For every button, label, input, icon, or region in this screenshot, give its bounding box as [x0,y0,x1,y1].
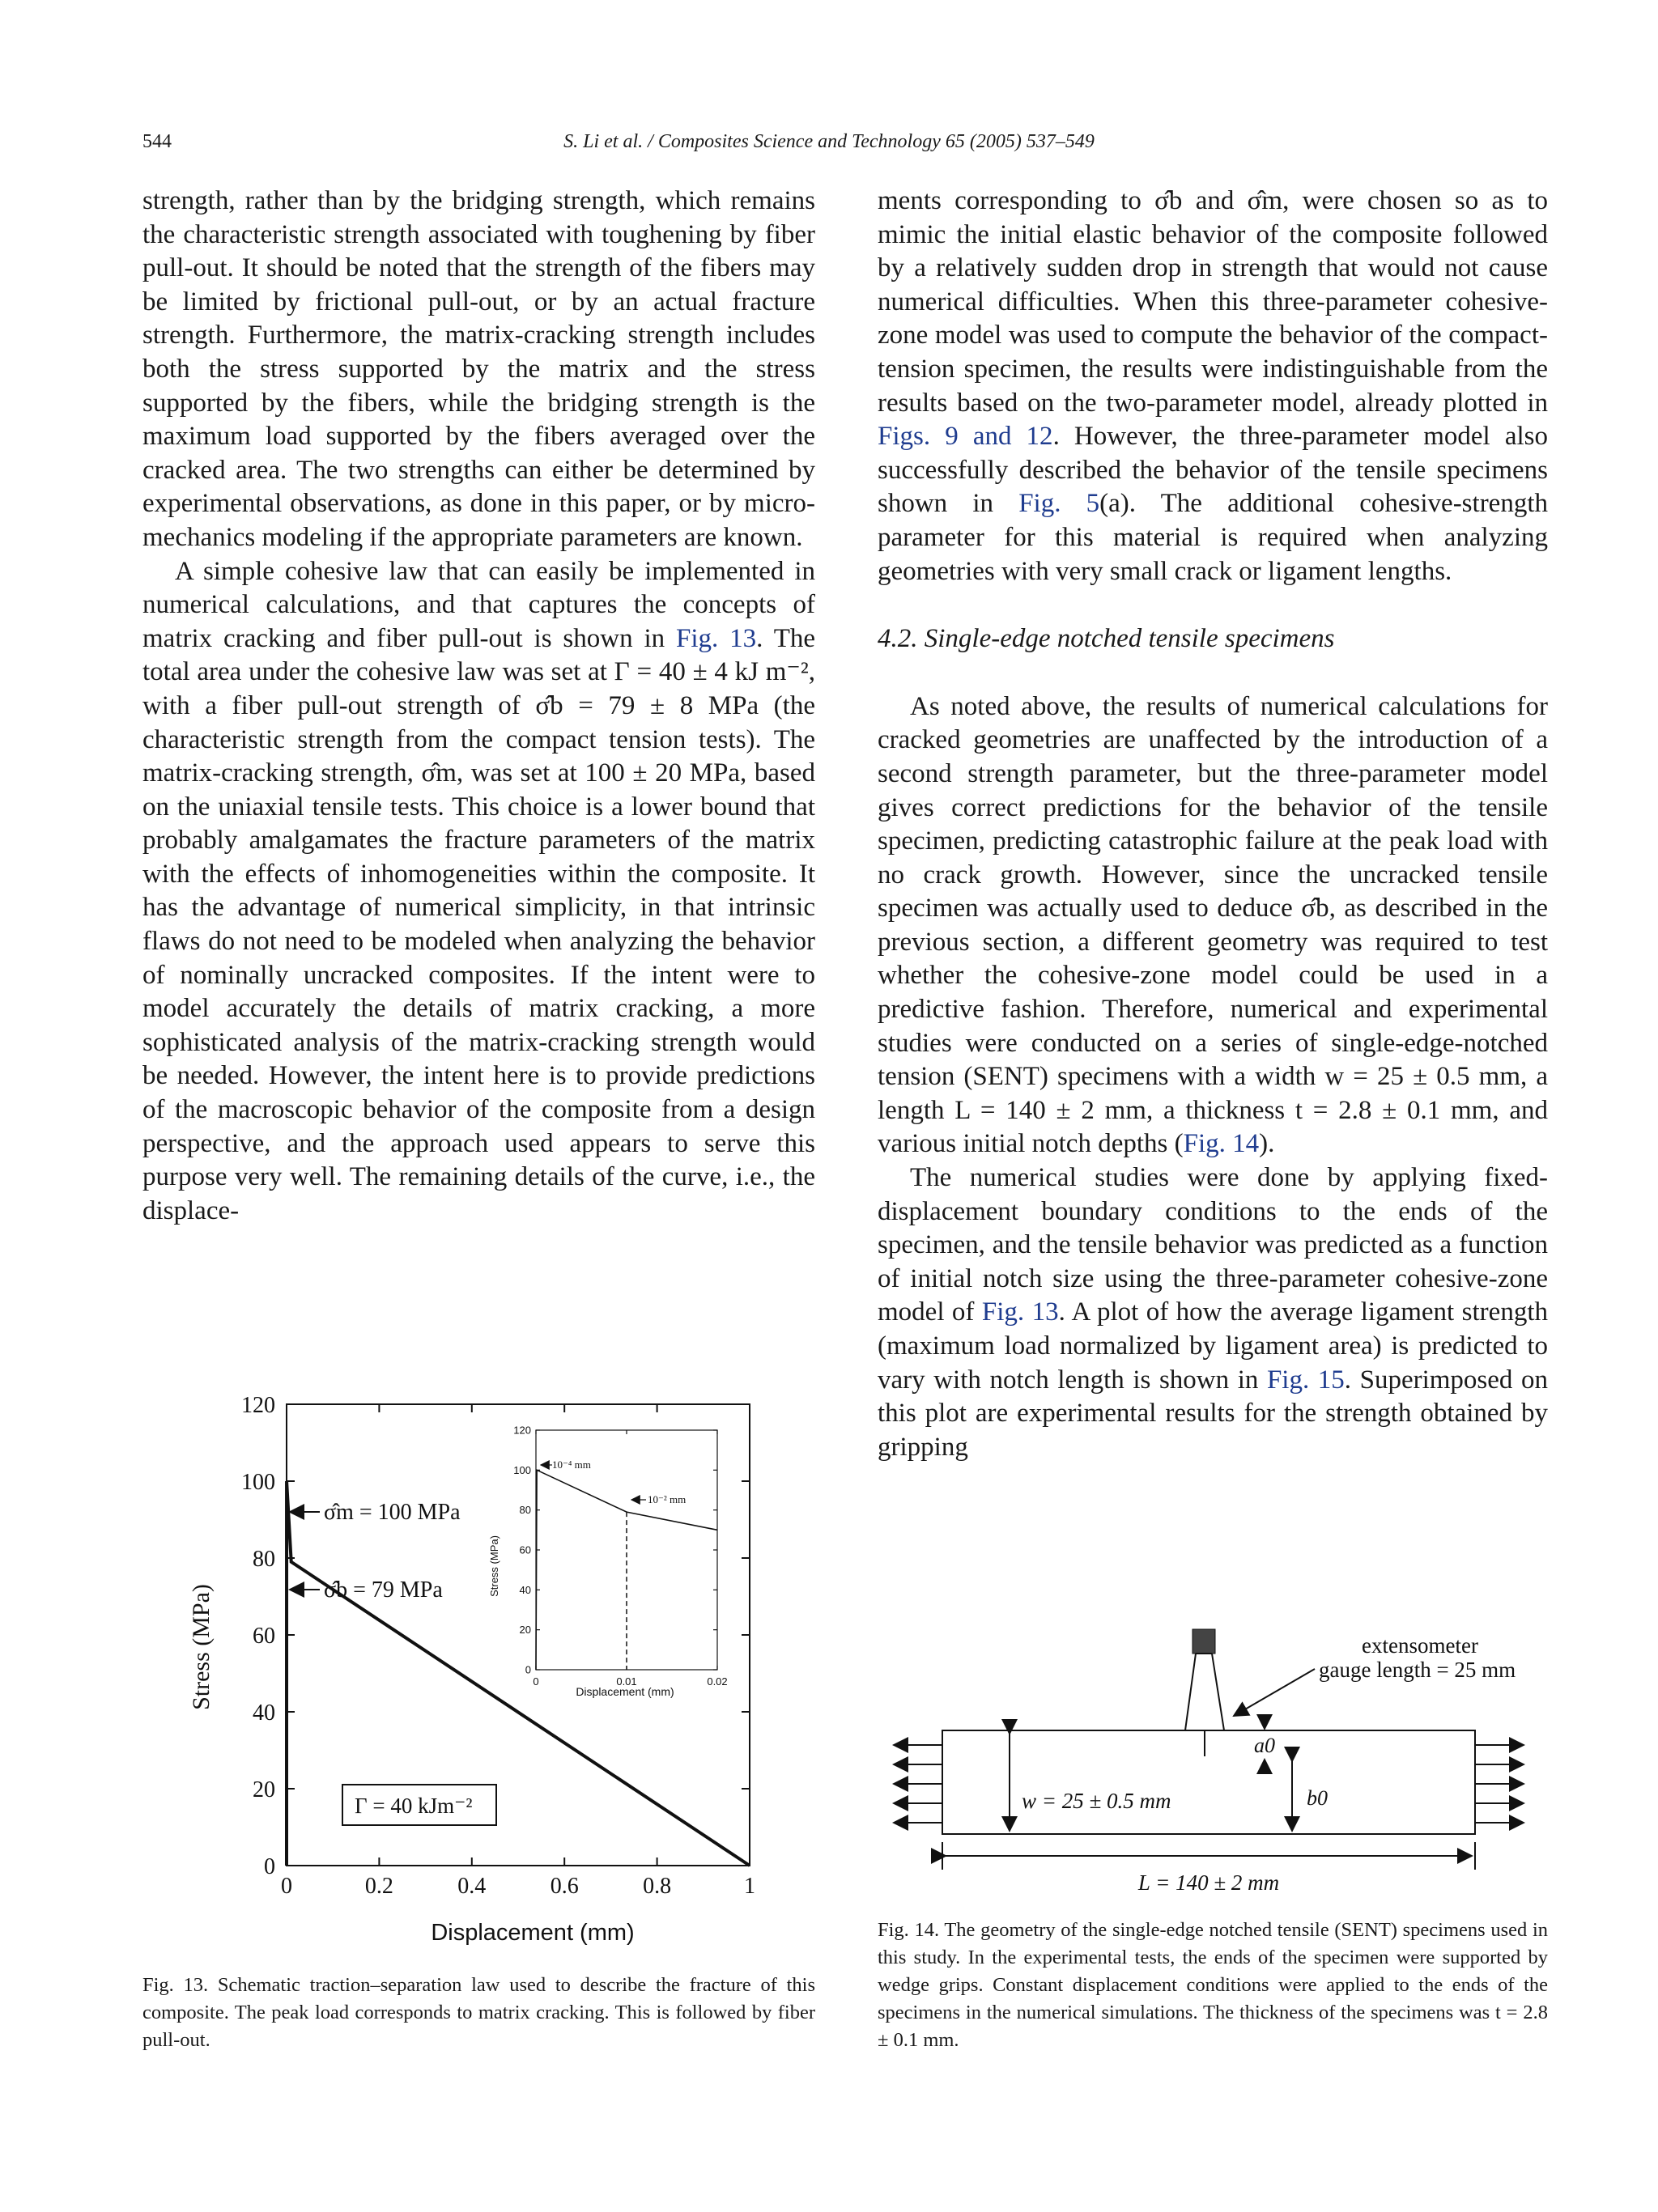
y-tick-label: 40 [519,1583,531,1596]
x-tick-label: 0.2 [364,1874,393,1899]
y-tick-label: 60 [253,1623,275,1649]
paragraph: A simple cohesive law that can easily be implemented in numerical calculations, and that captures the concepts of matrix cracking and fiber pull-out is shown in Fig. 13. The total area under the cohesive law was set at Γ = 40 ± 4 kJ m⁻², with a fiber pull-out strength of σ̂b = 79 ± 8 MPa (the characteristic strength from the compact tension tests). The matrix-cracking strength, σ̂m, was set at 100 ± 20 MPa, based on the uniaxial tensile tests. This choice is a lower bound that probably amalgamates the fracture parameters of the matrix with the effects of inhomogeneities within the composite. It has the advantage of numerical simplicity, in that intrinsic flaws do not need to be modeled when analyzing the behavior of nominally uncracked composites. If the intent were to model accurately the details of matrix cracking, a more sophisticated analysis of the matrix-cracking strength would be needed. However, the intent here is to provide predictions of the macroscopic behavior of the composite from a design perspective, and the approach used appears to serve this purpose very well. The remaining details of the curve, i.e., the displace- [142,556,816,1225]
section-heading: 4.2. Single-edge notched tensile specimens [878,624,1335,654]
b0-label: b0 [1307,1786,1328,1810]
paragraph: The numerical studies were done by applying fixed-displacement boundary conditions to the ends of the specimen, and the tensile behavior was predicted as a function of initial notch size using the three-parameter cohesive-zone model of Fig. 13. A plot of how the average ligament strength (maximum load normalized by ligament area) is predicted to vary with notch length is shown in Fig. 15. Superimposed on this plot are experimental results for the strength obtained by gripping [878,1163,1548,1462]
fig-14-link[interactable]: Fig. 14 [1183,1129,1260,1159]
figure-13-chart [186,1396,785,1963]
y-tick-label: 80 [519,1504,531,1517]
x-axis-label: Displacement (mm) [431,1920,635,1946]
inset-plot [513,1424,727,1688]
fig-13-link[interactable]: Fig. 13 [676,623,757,653]
right-column [878,185,1548,1464]
figure-13-caption: Fig. 13. Schematic traction–separation law used to describe the fracture of this composite. The peak load corresponds to matrix cracking. This is followed by fiber pull-out. [142,1974,815,2051]
y-axis-label: Stress (MPa) [188,1584,215,1710]
left-column [142,185,815,1228]
y-tick-label: 40 [253,1700,275,1726]
y-tick-label: 60 [519,1543,531,1556]
paragraph: As noted above, the results of numerical calculations for cracked geometries are unaffected by the introduction of a second strength parameter, but the three-parameter model gives correct predictions for the behavior of the tensile specimen, predicting catastrophic failure at the peak load with no crack growth. However, since the uncracked tensile specimen was actually used to deduce σ̂b, as described in the previous section, a different geometry was required to test whether the cohesive-zone model could be used in a predictive fashion. Therefore, numerical and experimental studies were conducted on a series of single-edge-notched tension (SENT) specimens with a width w = 25 ± 0.5 mm, a length L = 140 ± 2 mm, a thickness t = 2.8 ± 0.1 mm, and various initial notch depths (Fig. 14). [878,691,1548,1159]
specimen [942,1730,1475,1834]
x-tick-label: 0 [533,1675,539,1688]
figure-14-caption: Fig. 14. The geometry of the single-edge notched tensile (SENT) specimens used in this study. In the experimental tests, the ends of the specimen were supported by wedge grips. Constant displacement conditions were applied to the ends of the specimens in the numerical simulations. The thickness of the specimens was t = 2.8 ± 0.1 mm. [878,1919,1548,2051]
x-tick-label: 0.8 [643,1874,672,1899]
x-tick-label: 0.01 [616,1675,637,1688]
inset-y-label: Stress (MPa) [488,1535,500,1597]
y-tick-label: 100 [241,1469,275,1495]
annotation-sigma-m: σ̂m = 100 MPa [324,1500,461,1525]
figure-14-diagram [878,1611,1548,1902]
gamma-label: Γ = 40 kJm⁻² [355,1794,473,1818]
a0-label: a0 [1254,1734,1275,1757]
fig-15-link[interactable]: Fig. 15 [1266,1365,1345,1395]
y-tick-label: 100 [513,1463,531,1476]
y-tick-label: 120 [241,1396,275,1418]
page-number: 544 [142,131,172,152]
inset-annot-large: 10⁻² mm [648,1493,687,1505]
length-label: L = 140 ± 2 mm [1137,1870,1280,1895]
y-tick-label: 20 [519,1624,531,1637]
paragraph: ments corresponding to σ̂b and σ̂m, were chosen so as to mimic the initial elastic behavior of the composite followed by a relatively sudden drop in strength that would not cause numerical difficulties. When this three-parameter cohesive-zone model was used to compute the behavior of the compact-tension specimen, the results were indistinguishable from the results based on the two-parameter model, already plotted in Figs. 9 and 12. However, the three-parameter model also successfully described the behavior of the tensile specimens shown in Fig. 5(a). The additional cohesive-strength parameter for this material is required when analyzing geometries with very small crack or ligament lengths. [878,186,1548,586]
fig-13-link[interactable]: Fig. 13 [981,1297,1059,1327]
paragraph: strength, rather than by the bridging strength, which remains the characteristic strength associated with toughening by fiber pull-out. It should be noted that the strength of the fibers may be limited by frictional pull-out, or by an actual fracture strength. Furthermore, the matrix-cracking strength includes both the stress supported by the matrix and the stress supported by the fibers, while the bridging strength is the maximum load supported by the fibers averaged over the cracked area. The two strengths can either be determined by experimental observations, as done in this paper, or by micro-mechanics modeling if the appropriate parameters are known. [142,186,815,552]
main-plot [241,1396,755,1899]
inset-annot-small: 10⁻⁴ mm [552,1458,591,1471]
y-tick-label: 120 [513,1424,531,1437]
x-tick-label: 0 [281,1874,292,1899]
inset-x-label: Displacement (mm) [576,1685,674,1698]
extensometer [1185,1654,1224,1730]
gauge-length-label: gauge length = 25 mm [1319,1658,1516,1682]
y-tick-label: 0 [264,1853,275,1879]
y-tick-label: 80 [253,1546,275,1572]
load-arrows [894,1745,1524,1823]
y-tick-label: 0 [525,1663,531,1676]
extensometer-pointer [1234,1669,1315,1716]
width-label: w = 25 ± 0.5 mm [1022,1789,1171,1813]
fig-5-link[interactable]: Fig. 5 [1018,489,1100,519]
x-tick-label: 1 [744,1874,755,1899]
x-tick-label: 0.4 [457,1874,487,1899]
x-tick-label: 0.02 [707,1675,728,1688]
annotation-sigma-b: σ̂b = 79 MPa [324,1577,443,1603]
x-tick-label: 0.6 [550,1874,579,1899]
figs-9-12-link[interactable]: Figs. 9 and 12 [878,422,1053,452]
running-header: S. Li et al. / Composites Science and Technology 65 (2005) 537–549 [563,131,1095,152]
extensometer-head [1192,1629,1215,1654]
extensometer-label: extensometer [1362,1633,1478,1658]
y-tick-label: 20 [253,1777,275,1802]
